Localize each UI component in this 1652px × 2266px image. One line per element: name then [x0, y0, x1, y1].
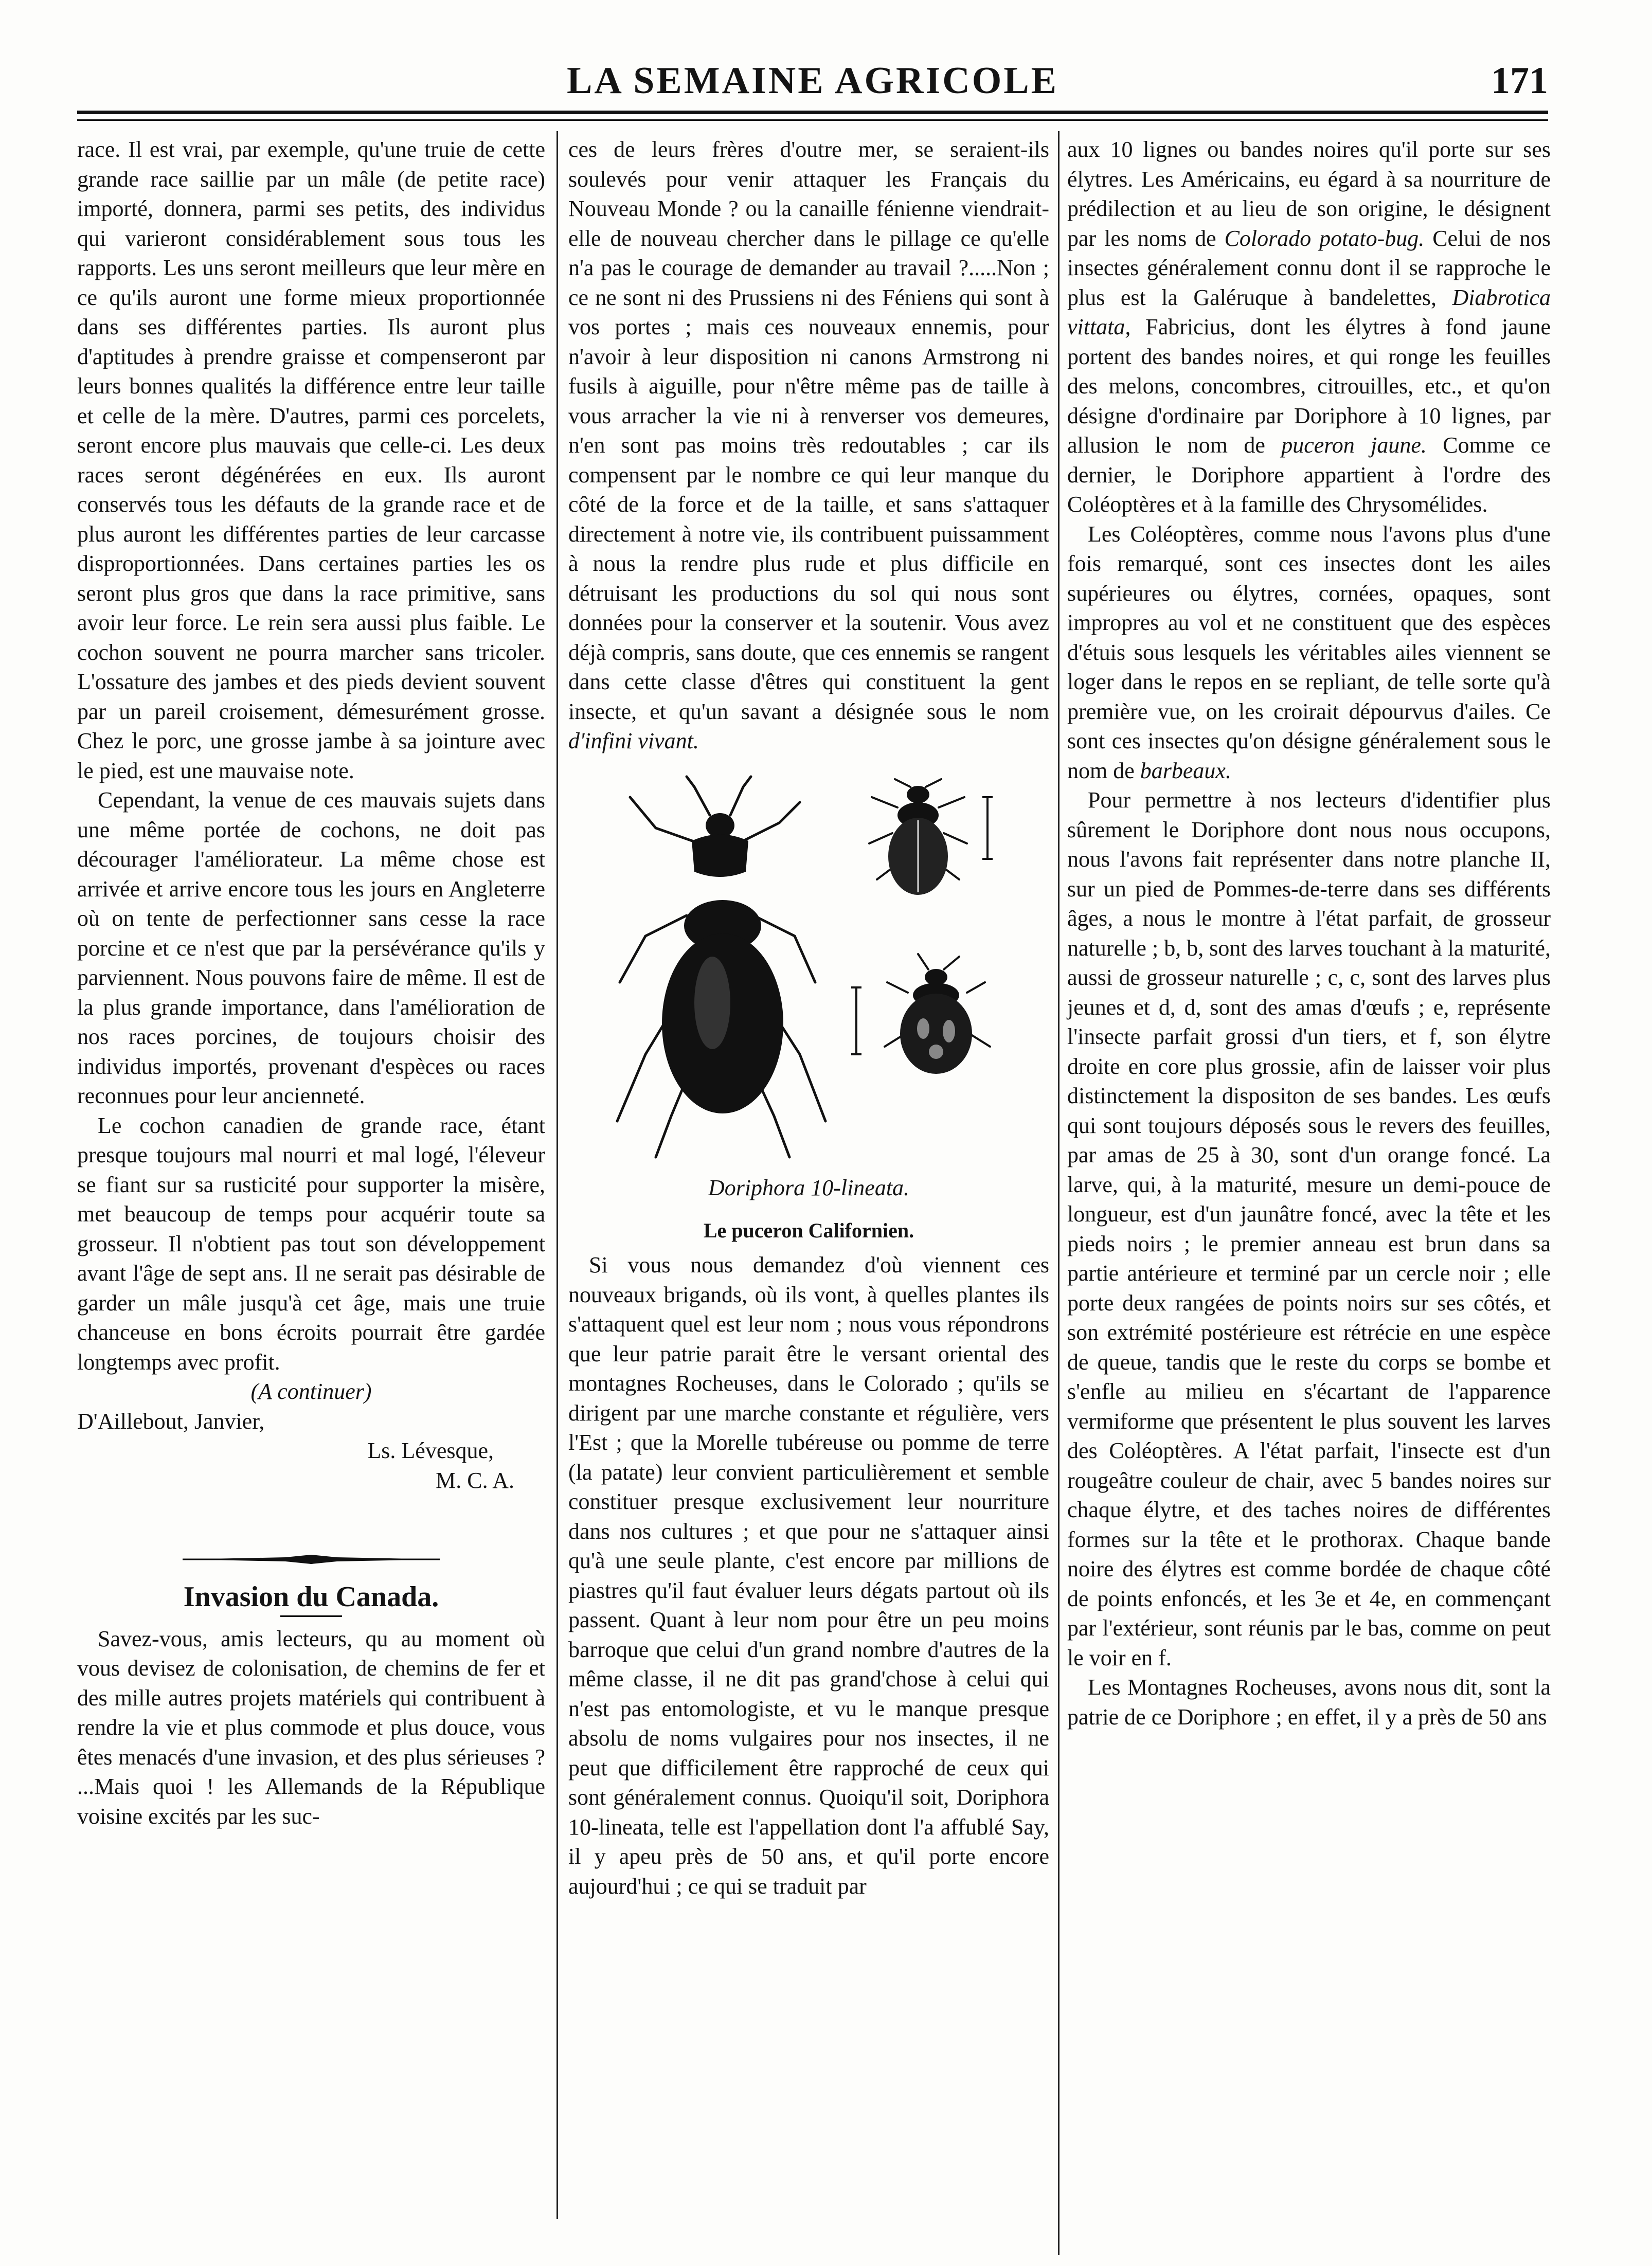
- header-rule-thin: [77, 119, 1548, 121]
- beetle-illustration: [568, 766, 1049, 1209]
- italic-term: puceron jaune.: [1281, 433, 1427, 458]
- beetle-head: [706, 813, 734, 838]
- article-paragraph: Si vous nous demandez d'où viennent ces nouveaux brigands, où ils vont, à quelles plantes ils s'attaquent quel est leur nom ; nous vous répondrons que leur patrie parait être le versant oriental des montagnes Rocheuses, dans le Colorado ; qu'ils se dirigent par une marche constante et régulière, vers l'Est ; que la Morelle tubéreuse ou pomme de terre (la patate) leur convient particulièrement et semble constituer presque exclusivement leur nourriture dans nos cultures ; et que pour ne s'attaquer ainsi qu'à une seule plante, c'est encore par millions de piastres qu'il faut évaluer leurs dégats partout où ils passent. Quant à leur nom pour être un peu moins barroque que celui d'un grand nombre d'autres de la même classe, il ne dit pas grand'chose à celui qui n'est pas entomologiste, et vu le manque presque absolu de noms vulgaires pour nos insectes, il ne peut que difficilement être rapproché de ceux qui sont généralement connus. Quoiqu'il soit, Doriphora 10-lineata, telle est l'appellation dont l'a affublé Say, il y apeu près de 50 ans, et qu'il porte encore aujourd'hui ; ce qui se traduit par: [568, 1252, 1049, 1899]
- place-date: D'Aillebout, Janvier,: [77, 1408, 265, 1434]
- figure-caption: [568, 1173, 1049, 1203]
- signature-name: Ls. Lévesque,: [367, 1438, 494, 1463]
- caption-species: 10-lineata.: [805, 1175, 910, 1200]
- section-title: Invasion du Canada.: [183, 1581, 439, 1613]
- article-paragraph: Pour permettre à nos lecteurs d'identifier plus sûrement le Doriphore dont nous nous occupons, nous l'avons fait représenter dans notre planche II, sur un pied de Pommes-de-terre dans ses différents âges, a nous le montre à l'état parfait, de grosseur naturelle ; b, b, sont des larves touchant à la maturité, aussi de grosseur naturelle ; c, c, sont des larves plus jeunes et d, d, sont des amas d'œufs ; e, représente l'insecte parfait grossi d'un tiers, et f, son élytre droite en core plus grossie, afin de laisser voir plus distinctement la dispositon de ses bandes. Les œufs qui sont toujours déposés sous le revers des feuilles, par amas de 25 à 30, sont d'un orange foncé. La larve, qui, à la maturité, mesure un demi-pouce de longueur, est d'un jaunâtre foncé, avec la tête et les pieds noirs ; le premier anneau est brun dans sa partie antérieure et terminé par un cercle noir ; elle porte deux rangées de points noirs sur ses côtés, et son extrémité postérieure est rétrécie en une espèce de queue, tandis que le reste du corps se bombe et s'enfle au milieu en s'écartant de l'apparence vermiforme que présentent le plus souvent les larves des Coléoptères. A l'état parfait, l'insecte est d'un rougeâtre couleur de chair, avec 5 bandes noires sur chaque élytre, et des taches noires de différentes formes sur la tête et le prothorax. Chaque bande noire des élytres est comme bordée de chaque côté de points enfoncés, et les 3e et 4e, en commençant par l'extérieur, sont réunis par le bas, comme on peut le voir en f.: [1067, 787, 1551, 1670]
- beetle-thorax: [692, 834, 748, 877]
- column-divider-1: [556, 131, 558, 2219]
- journal-title: LA SEMAINE AGRICOLE: [567, 60, 1058, 102]
- italic-term: Colorado potato-bug.: [1224, 225, 1425, 251]
- page-header: [77, 54, 1548, 111]
- column-divider-2: [1058, 131, 1060, 2255]
- paragraph-text: Fabricius, dont les élytres à fond jaune portent des bandes noires, et qui ronge les feuilles des melons, concombres, citrouilles, etc., et qu'on désigne d'ordinaire par Doriphore à 10 lignes, par allusion le nom de: [1067, 314, 1551, 458]
- page-number: 171: [1491, 60, 1548, 102]
- article-paragraph: Cependant, la venue de ces mauvais sujets dans une même portée de cochons, ne doit pas décourager l'améliorateur. La même chose est arrivée et arrive encore tous les jours en Angleterre où on tente de perfectionner sans cesse la race porcine et ce n'est que par la persévérance qu'ils y parviennent. Nous pouvons faire de même. Il est de la plus grande importance, dans l'amélioration de nos races porcines, de toujours choisir des individus importés, provenant d'espèces ou races reconnues pour leur ancienneté.: [77, 787, 545, 1108]
- italic-term: d'infini vivant.: [568, 728, 699, 753]
- article-paragraph: Savez-vous, amis lecteurs, qu au moment où vous devisez de colonisation, de chemins de fer et des mille autres projets matériels qui contribuent à rendre la vie et plus commode et plus douce, vous êtes menacés d'une invasion, et des plus sérieuses ? ...Mais quoi ! les Allemands de la République voisine excités par les suc-: [77, 1626, 545, 1829]
- article-paragraph: [568, 135, 1049, 756]
- column-2: [568, 135, 1049, 2254]
- paragraph-text: Les Coléoptères, comme nous l'avons plus d'une fois remarqué, sont ces insectes dont les ailes supérieures ou élytres, cornées, opaques, sont impropres au vol et ne constituent que des espèces d'étuis sous lesquels les véritables ailes viennent se loger dans le repos en se repliant, de telle sorte qu'à première vue, on les croirait dépourvus d'ailes. Ce sont ces insectes qu'on désigne généralement sous le nom de: [1067, 521, 1551, 783]
- article-paragraph: [1067, 519, 1551, 786]
- caption-genus: Doriphora: [708, 1175, 805, 1200]
- to-be-continued: (A continuer): [250, 1379, 372, 1404]
- section-subtitle: Le puceron Californien.: [703, 1218, 914, 1242]
- section-ornament: [183, 1552, 440, 1567]
- article-paragraph: [1067, 135, 1551, 519]
- beetle-engraving: [568, 766, 1049, 1178]
- column-3: [1067, 135, 1551, 2254]
- column-1: [77, 135, 545, 2192]
- paragraph-text: Celui de nos insectes généralement connu dont il se rapproche le plus est la Galéruque à bandelettes,: [1067, 225, 1551, 310]
- paragraph-text: aux 10 lignes ou bandes noires qu'il porte sur ses élytres. Les Américains, eu égard à sa nourriture de prédilection et au lieu de son origine, le désignent par les noms de: [1067, 137, 1551, 251]
- paragraph-text: ces de leurs frères d'outre mer, se seraient-ils soulevés pour venir attaquer les Français du Nouveau Monde ? ou la canaille fénienne viendrait-elle de nouveau chercher dans le pillage ce qu'elle n'a pas le courage de demander au travail ?.....Non ; ce ne sont ni des Prussiens ni des Féniens qui sont à vos portes ; mais ces nouveaux ennemis, pour n'avoir à leur disposition ni canons Armstrong ni fusils à aiguille, pour n'être même pas de taille à vous arracher la vie ni à renverser vos demeures, n'en sont pas moins très redoutables ; car ils compensent par le nombre ce qui leur manque du côté de la force et de la taille, et sans s'attaquer directement à notre vie, ils contribuent puissamment à nous la rendre plus rude et plus difficile en détruisant les productions du sol qui nous sont données pour la conserver et la soutenir. Vous avez déjà compris, sans doute, que ces ennemis se rangent dans cette classe d'êtres qui constituent la gent insecte, et qu'un savant a désignée sous le nom: [568, 137, 1049, 724]
- article-paragraph: Les Montagnes Rocheuses, avons nous dit, sont la patrie de ce Doriphore ; en effet, il y a près de 50 ans: [1067, 1675, 1551, 1730]
- signature-title: M. C. A.: [436, 1467, 514, 1493]
- italic-term: Diabrotica vittata,: [1067, 284, 1551, 339]
- title-underline: [280, 1615, 342, 1617]
- italic-term: barbeaux.: [1140, 758, 1231, 783]
- article-paragraph: race. Il est vrai, par exemple, qu'une truie de cette grande race saillie par un mâle (de petite race) importé, donnera, parmi ses petits, des individus qui varieront considérablement sous tous les rapports. Les uns seront meilleurs que leur mère en ce qu'ils auront une forme mieux proportionnée dans ses différentes parties. Ils auront plus d'aptitudes à prendre graisse et compenseront par leurs bonnes qualités la différence entre leur taille et celle de la mère. D'autres, parmi ces porcelets, seront encore plus mauvais que celle-ci. Les deux races seront dégénérées en eux. Ils auront conservés tous les défauts de la grande race et de plus auront les différentes parties de leur carcasse disproportionnées. Dans certaines parties les os seront plus gros que dans la race primitive, sans avoir leur force. Le rein sera aussi plus faible. Le cochon souvent ne pourra marcher sans tricoler. L'ossature des jambes et des pieds devient souvent par un pareil croisement, démesurément grosse. Chez le porc, une grosse jambe à sa jointure avec le pied, est une mauvaise note.: [77, 137, 545, 783]
- header-rule-thick: [77, 111, 1548, 114]
- article-paragraph: Le cochon canadien de grande race, étant presque toujours mal nourri et mal logé, l'éleveur se fiant sur sa rusticité pour supporter la misère, met beaucoup de temps pour acquérir toute sa grosseur. Il n'obtient pas tout son développement avant l'âge de sept ans. Il ne serait pas désirable de garder un mâle jusqu'à cet âge, mais une truie chanceuse en bons écroits pourrait être gardée longtemps avec profit.: [77, 1112, 545, 1375]
- paragraph-text: Comme ce dernier, le Doriphore appartient à l'ordre des Coléoptères et à la famille des Chrysomélides.: [1067, 433, 1551, 517]
